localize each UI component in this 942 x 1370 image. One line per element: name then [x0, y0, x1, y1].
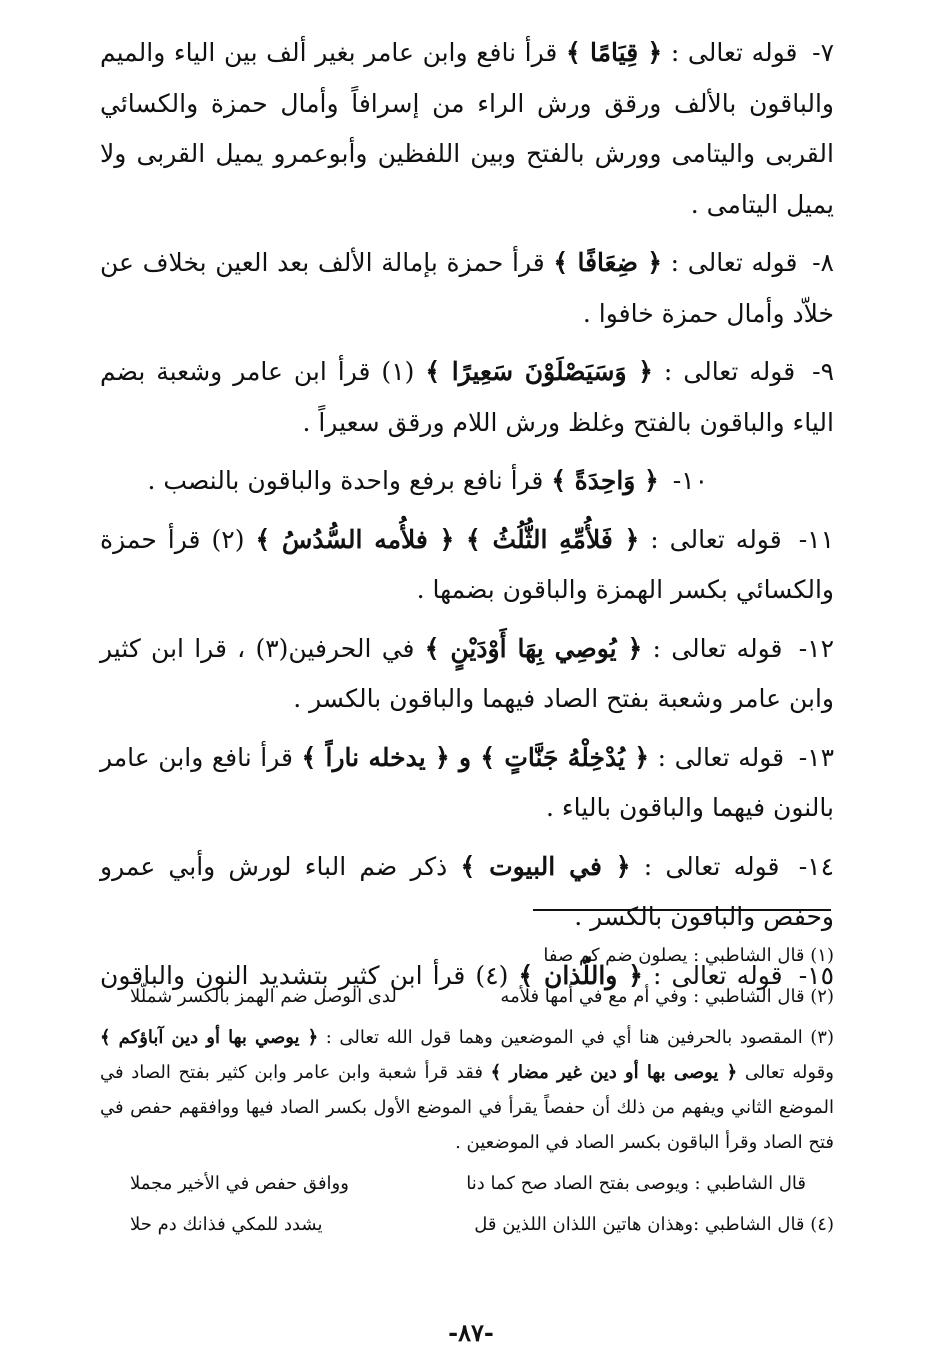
paragraph-body: في الحرفين(٣) ، قرا ابن كثير وابن عامر وشعبة بفتح الصاد فيهما والباقون بالكسر .: [100, 633, 834, 713]
paragraph-body: (٤) قرأ ابن كثير بتشديد النون والباقون: [100, 960, 509, 990]
quran-quote: ﴿ يوصي بها أو دين آباؤكم ﴾: [100, 1027, 319, 1048]
paragraph-body: ذكر ضم الباء لورش وأبي عمرو وحفص والباقون بالكسر .: [100, 851, 834, 931]
verse-intro: قوله تعالى :: [657, 742, 785, 772]
footnote-3-connector: وقوله تعالى: [744, 1062, 834, 1083]
quran-word: ﴿ قِيَامًا ﴾: [566, 38, 663, 67]
page-number: -٨٧-: [448, 1318, 494, 1347]
item-number: ١١-: [798, 524, 835, 554]
quran-word: ﴿ في البيوت ﴾: [460, 851, 631, 881]
paragraph-body: قرأ نافع وابن عامر بغير ألف بين الياء والميم والباقون بالألف ورقق ورش الراء من إسرافاً وأمال حمزة والكسائي القربى واليتامى وورش بالفتح وبين اللفظين وأبوعمرو يميل القربى ولا يميل اليتامى .: [100, 38, 834, 219]
item-number: ١٢-: [798, 633, 835, 663]
footnote-3-intro: (٣) المقصود بالحرفين هنا أي في الموضعين وهما قول الله تعالى :: [325, 1027, 834, 1048]
verse-intro: قوله تعالى :: [650, 524, 782, 554]
paragraph-10: [100, 456, 834, 507]
verse-intro: قوله تعالى :: [652, 633, 783, 663]
quran-word: ﴿ واللّذان ﴾: [518, 960, 643, 990]
verse-intro: قوله تعالى :: [643, 851, 780, 881]
quran-quote: ﴿ يوصى بها أو دين غير مضار ﴾: [490, 1062, 738, 1083]
footnote-3: [100, 1020, 834, 1160]
paragraph-9: [100, 347, 834, 448]
item-number: ١٤-: [798, 851, 835, 881]
item-number: ١٠-: [672, 466, 708, 495]
quran-word: ﴿ ضِعَافًا ﴾: [553, 248, 662, 277]
paragraph-body: قرأ حمزة بإمالة الألف بعد العين بخلاف عن خلاّد وأمال حمزة خافوا .: [100, 248, 834, 328]
quran-word: ﴿ يُوصِي بِهَا أَوْدَيْنٍ ﴾: [424, 633, 643, 663]
footnote-2: [100, 979, 834, 1014]
verse-intro: قوله تعالى :: [663, 357, 796, 386]
verse-hemistich-1: (٤) قال الشاطبي :وهذان هاتين اللذان اللذين قل: [474, 1214, 834, 1235]
verse-intro: قوله تعالى :: [670, 38, 798, 67]
paragraph-12: [100, 624, 834, 725]
paragraph-11: [100, 515, 834, 616]
item-number: ١٥-: [798, 960, 834, 990]
quran-word: ﴿ وَاحِدَةً ﴾: [551, 466, 659, 495]
footnote-divider: [533, 909, 831, 911]
footnote-3-body: فقد قرأ شعبة وابن عامر وابن كثير بفتح الصاد في الموضع الثاني ويفهم من ذلك أن حفصاً يقرأ في الموضع الأول بكسر الصاد فيها ووافقهم حفص في فتح الصاد وقرأ الباقون بكسر الصاد في الموضعين .: [100, 1062, 834, 1153]
paragraph-body: قرأ نافع برفع واحدة والباقون بالنصب .: [147, 466, 544, 495]
main-text: [100, 28, 834, 1009]
verse-hemistich-1: (٢) قال الشاطبي : وفي أم مع في أمها فلأمه: [500, 986, 834, 1007]
paragraph-14: [100, 842, 834, 943]
paragraph-body: (٢) قرأ حمزة والكسائي بكسر الهمزة والباقون بضمها .: [100, 524, 834, 604]
verse-intro: قوله تعالى :: [670, 248, 798, 277]
footnote-4: [100, 1207, 834, 1242]
quran-word: ﴿ يُدْخِلْهُ جَنَّاتٍ ﴾ و ﴿ يدخله ناراً ﴾: [301, 742, 649, 772]
verse-hemistich-2: ووافق حفص في الأخير مجملا: [130, 1173, 349, 1194]
footnote-1: (١) قال الشاطبي : يصلون ضم كم صفا: [543, 945, 834, 966]
paragraph-body: (١) قرأ ابن عامر وشعبة بضم الياء والباقون بالفتح وغلظ ورش اللام ورقق سعيراً .: [100, 357, 834, 437]
verse-hemistich-2: يشدد للمكي فذانك دم حلا: [130, 1214, 323, 1235]
footnote-3-verse: [100, 1166, 806, 1201]
quran-word: ﴿ وَسَيَصْلَوْنَ سَعِيرًا ﴾: [425, 357, 653, 386]
verse-hemistich-1: قال الشاطبي : ويوصى بفتح الصاد صح كما دنا: [466, 1173, 806, 1194]
quran-word: ﴿ فَلأُمِّهِ الثُّلُثُ ﴾ ﴿ فلأُمه السُّدُسُ ﴾: [255, 524, 640, 554]
item-number: ٩-: [812, 357, 835, 386]
paragraph-13: [100, 733, 834, 834]
verse-hemistich-2: لدى الوصل ضم الهمز بالكسر شملّلا: [130, 986, 397, 1007]
item-number: ١٣-: [798, 742, 835, 772]
paragraph-7: [100, 28, 834, 230]
verse-intro: قوله تعالى :: [652, 960, 783, 990]
paragraph-8: [100, 238, 834, 339]
footnotes: [100, 938, 834, 1248]
item-number: ٨-: [812, 248, 834, 277]
paragraph-body: قرأ نافع وابن عامر بالنون فيهما والباقون بالياء .: [100, 742, 834, 822]
item-number: ٧-: [812, 38, 835, 67]
